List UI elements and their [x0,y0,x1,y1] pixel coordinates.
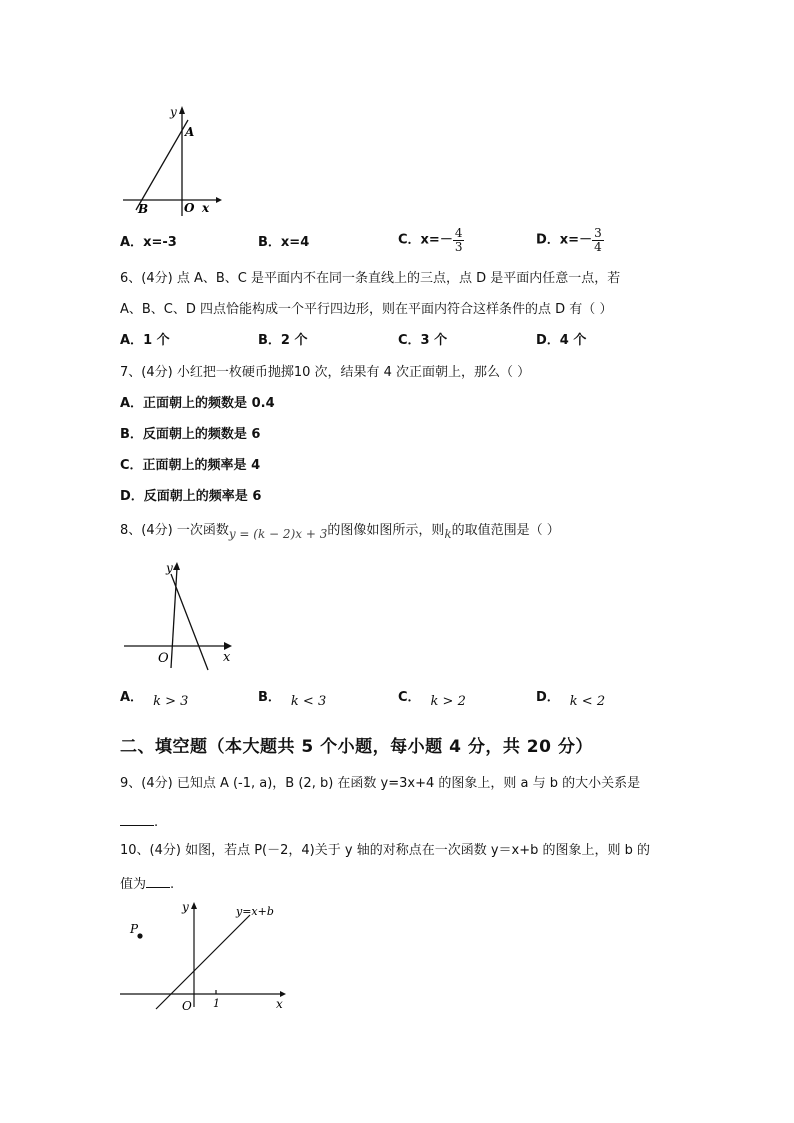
q5-option-c-numerator: 4 [454,226,463,240]
q6-option-c[interactable] [398,333,447,349]
q5-label-b: B [138,202,149,216]
q7-option-d[interactable]: D．反面朝上的频率是 6 [120,489,262,504]
q9-answer-line [120,812,158,831]
q10-function-line [156,915,250,1009]
q6-option-b-letter: B． [258,333,281,348]
q7-option-a[interactable]: A．正面朝上的频数是 0.4 [120,396,275,411]
q8-stem-post: 的取值范围是（ ） [451,523,560,538]
q10-line2-post: . [170,877,175,892]
q5-x-arrow [216,197,222,203]
q8-x-arrow [224,642,232,650]
q8-stem-mid: 的图像如图所示，则 [327,523,445,538]
q9-tail: . [154,815,159,830]
q5-y-arrow [179,106,185,114]
q5-option-d-numerator: 3 [594,226,602,240]
q8-option-d-letter: D． [536,690,560,705]
q10-stem-line2 [120,874,174,893]
q7-option-c[interactable]: C．正面朝上的频率是 4 [120,458,261,473]
q9-stem: 9、(4分) 已知点 A (-1, a)，B (2, b) 在函数 y=3x+4 的图象上，则 a 与 b 的大小关系是 [120,776,641,791]
q5-option-d-letter: D． [536,232,560,248]
q5-option-d[interactable] [536,227,604,254]
q5-label-x: x [202,201,210,215]
q8-option-c-math: k > 2 [430,694,466,709]
q8-label-o: O [158,651,169,666]
q6-option-d-text: 4 个 [559,333,587,348]
q9-blank[interactable] [120,812,154,826]
q10-label-y: y [182,900,189,914]
q8-label-x: x [223,650,231,665]
q6-option-d[interactable] [536,333,586,349]
q6-option-a-letter: A． [120,333,144,348]
q10-label-line: y=x+b [236,905,274,918]
q8-option-d-math: k < 2 [569,694,606,709]
q8-stem-formula: y = (k − 2)x + 3 [228,527,328,541]
q5-option-c-prefix: x=－ [420,232,453,248]
q6-option-a-text: 1 个 [143,333,170,348]
q8-y-arrow [173,562,180,570]
q5-figure [118,100,228,218]
q5-option-b-text: x=4 [280,235,310,250]
q6-option-c-letter: C． [398,333,421,348]
q8-option-c[interactable] [398,690,466,709]
q10-label-x: x [276,997,283,1011]
section2-title: 二、填空题（本大题共 5 个小题，每小题 4 分，共 20 分） [120,737,593,757]
q6-option-b-text: 2 个 [280,333,308,348]
q6-option-d-letter: D． [536,333,560,348]
q5-label-y: y [170,105,177,119]
q5-label-a: A [185,125,195,139]
q6-stem-line2: A、B、C、D 四点恰能构成一个平行四边形，则在平面内符合这样条件的点 D 有（ ） [120,302,613,317]
q5-option-c-letter: C． [398,232,421,248]
q7-option-b[interactable]: B．反面朝上的频数是 6 [120,427,261,442]
q10-label-p: P [130,922,139,936]
q8-option-a-math: k > 3 [153,694,189,709]
q6-option-c-text: 3 个 [420,333,448,348]
q8-stem-var: k [444,527,452,541]
q10-label-o: O [182,999,192,1013]
q5-option-a-text: x=-3 [143,235,177,250]
q5-option-d-fraction [592,227,604,254]
q6-option-b[interactable] [258,333,308,349]
q6-stem-line1: 6、(4分) 点 A、B、C 是平面内不在同一条直线上的三点，点 D 是平面内任意一点，若 [120,271,621,286]
q8-figure [118,558,248,676]
q8-option-a[interactable] [120,690,189,709]
q8-stem-pre: 8、(4分) 一次函数 [120,523,229,538]
q8-option-c-letter: C． [398,690,421,705]
q8-function-line [171,574,208,670]
q10-y-arrow [191,902,197,909]
q5-option-c-denominator: 3 [454,240,463,254]
q5-option-b[interactable] [258,235,309,251]
q8-option-a-letter: A． [120,690,144,705]
q10-figure [118,895,298,1017]
q5-option-c-fraction [453,227,465,254]
q10-label-one: 1 [213,997,220,1010]
q5-option-d-prefix: x=－ [559,232,593,248]
q8-stem [120,522,560,539]
q8-option-b-math: k < 3 [290,694,327,709]
q5-option-a-letter: A． [120,235,144,250]
q8-option-b[interactable] [258,690,327,709]
q10-line2-pre: 值为 [120,877,147,892]
q7-stem: 7、(4分) 小红把一枚硬币抛掷10 次，结果有 4 次正面朝上，那么（ ） [120,365,531,380]
q10-stem-line1: 10、(4分) 如图，若点 P(－2，4)关于 y 轴的对称点在一次函数 y＝x+b 的图象上，则 b 的 [120,843,651,858]
q8-label-y: y [166,561,173,575]
q10-blank[interactable] [146,874,170,888]
q5-option-c[interactable] [398,227,464,254]
q10-point-p [137,933,142,938]
q5-label-o: O [184,201,195,215]
q8-option-b-letter: B． [258,690,281,705]
q8-option-d[interactable] [536,690,606,709]
q5-option-b-letter: B． [258,235,281,250]
q5-option-d-denominator: 4 [594,240,602,254]
q5-line-ab [136,120,188,210]
q5-option-a[interactable] [120,235,177,251]
q6-option-a[interactable] [120,333,170,349]
